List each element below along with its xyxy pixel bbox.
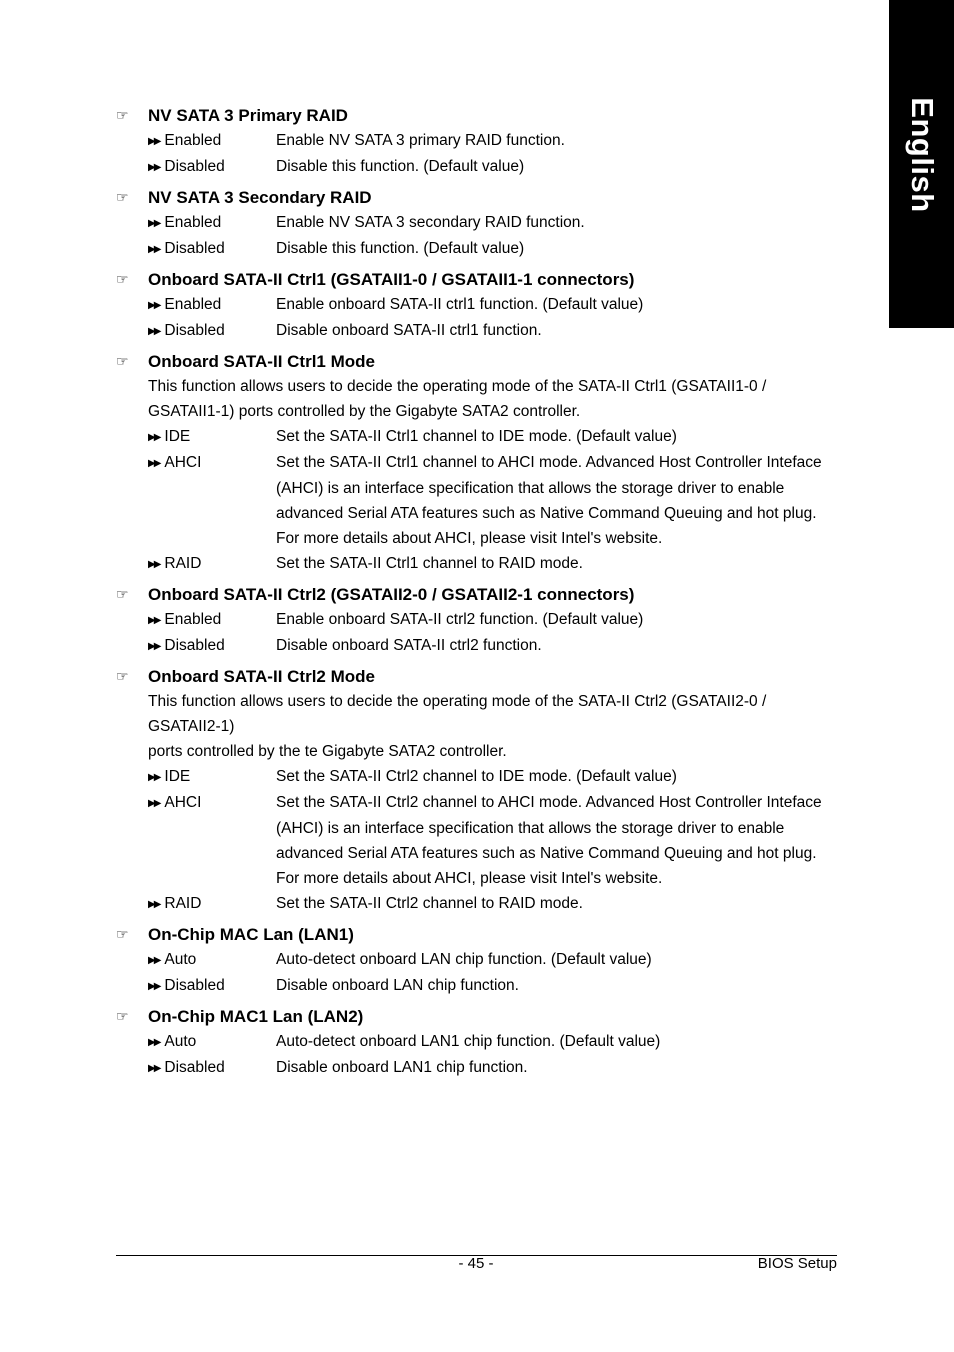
option-description: Auto-detect onboard LAN1 chip function. (Default value) — [276, 1033, 661, 1050]
bios-item — [116, 184, 840, 262]
pointing-hand-icon: ☞ — [116, 668, 129, 684]
double-arrow-icon: ▶▶ — [148, 981, 160, 992]
item-heading — [116, 348, 840, 374]
option-name-cell — [116, 1029, 276, 1055]
option-description: Set the SATA-II Ctrl2 channel to IDE mode. (Default value) — [276, 768, 677, 785]
option-name-cell — [116, 947, 276, 973]
option-name-cell — [116, 526, 276, 551]
option-name-cell — [116, 633, 276, 659]
double-arrow-icon: ▶▶ — [148, 432, 160, 443]
option-row — [116, 128, 840, 154]
option-name-cell — [116, 790, 276, 816]
option-row — [116, 476, 840, 501]
option-name: Disabled — [164, 158, 225, 175]
option-name: RAID — [164, 895, 202, 912]
pointing-hand-icon: ☞ — [116, 189, 129, 205]
bios-item — [116, 348, 840, 577]
option-description: Enable NV SATA 3 primary RAID function. — [276, 132, 565, 149]
item-heading — [116, 266, 840, 292]
item-title: Onboard SATA-II Ctrl2 (GSATAII2-0 / GSATAII2-1 connectors) — [148, 584, 635, 604]
double-arrow-icon: ▶▶ — [148, 641, 160, 652]
option-name-cell — [116, 128, 276, 154]
option-description: Disable this function. (Default value) — [276, 158, 525, 175]
item-description-line: This function allows users to decide the operating mode of the SATA-II Ctrl1 (GSATAII1-0 / — [148, 378, 767, 395]
option-description: (AHCI) is an interface specification that allows the storage driver to enable — [276, 820, 785, 837]
option-name: Disabled — [164, 977, 225, 994]
option-row — [116, 891, 840, 917]
option-row — [116, 790, 840, 816]
option-name-cell — [116, 318, 276, 344]
option-description: Disable onboard LAN chip function. — [276, 977, 519, 994]
option-name-cell — [116, 816, 276, 841]
option-description: Disable onboard SATA-II ctrl1 function. — [276, 322, 542, 339]
option-description: Auto-detect onboard LAN chip function. (Default value) — [276, 951, 652, 968]
option-name: IDE — [164, 428, 191, 445]
double-arrow-icon: ▶▶ — [148, 136, 160, 147]
option-description: For more details about AHCI, please visit Intel's website. — [276, 530, 663, 547]
pointing-hand-icon: ☞ — [116, 271, 129, 287]
option-name: AHCI — [164, 794, 202, 811]
option-name-cell — [116, 450, 276, 476]
bios-item — [116, 1003, 840, 1081]
option-row — [116, 210, 840, 236]
option-description: Enable onboard SATA-II ctrl1 function. (Default value) — [276, 296, 644, 313]
double-arrow-icon: ▶▶ — [148, 955, 160, 966]
option-name-cell — [116, 424, 276, 450]
option-row — [116, 841, 840, 866]
double-arrow-icon: ▶▶ — [148, 559, 160, 570]
option-name: Enabled — [164, 214, 222, 231]
item-title: Onboard SATA-II Ctrl1 Mode — [148, 351, 375, 371]
double-arrow-icon: ▶▶ — [148, 326, 160, 337]
pointing-hand-icon: ☞ — [116, 926, 129, 942]
option-name-cell — [116, 292, 276, 318]
option-name-cell — [116, 1055, 276, 1081]
option-row — [116, 551, 840, 577]
option-name-cell — [116, 476, 276, 501]
option-name-cell — [116, 607, 276, 633]
item-description-line: ports controlled by the te Gigabyte SATA2 controller. — [148, 743, 507, 760]
double-arrow-icon: ▶▶ — [148, 772, 160, 783]
option-description: Set the SATA-II Ctrl1 channel to RAID mode. — [276, 555, 583, 572]
double-arrow-icon: ▶▶ — [148, 798, 160, 809]
option-row — [116, 816, 840, 841]
option-row — [116, 450, 840, 476]
item-heading — [116, 581, 840, 607]
double-arrow-icon: ▶▶ — [148, 244, 160, 255]
option-description: Set the SATA-II Ctrl2 channel to AHCI mode. Advanced Host Controller Inteface — [276, 794, 822, 811]
option-name-cell — [116, 236, 276, 262]
option-row — [116, 154, 840, 180]
option-name-cell — [116, 551, 276, 577]
option-name: Disabled — [164, 1059, 225, 1076]
pointing-hand-icon: ☞ — [116, 107, 129, 123]
option-description: Enable onboard SATA-II ctrl2 function. (Default value) — [276, 611, 644, 628]
option-row — [116, 633, 840, 659]
double-arrow-icon: ▶▶ — [148, 458, 160, 469]
language-tab — [889, 0, 954, 328]
option-row — [116, 318, 840, 344]
option-row — [116, 501, 840, 526]
option-row — [116, 764, 840, 790]
option-row — [116, 607, 840, 633]
item-heading — [116, 921, 840, 947]
item-heading — [116, 663, 840, 689]
option-description: Enable NV SATA 3 secondary RAID function. — [276, 214, 585, 231]
option-name: Disabled — [164, 637, 225, 654]
option-row — [116, 1055, 840, 1081]
option-name: Auto — [164, 1033, 197, 1050]
option-row — [116, 947, 840, 973]
option-description: Set the SATA-II Ctrl2 channel to RAID mode. — [276, 895, 583, 912]
item-heading — [116, 1003, 840, 1029]
double-arrow-icon: ▶▶ — [148, 899, 160, 910]
double-arrow-icon: ▶▶ — [148, 162, 160, 173]
option-name-cell — [116, 501, 276, 526]
option-row — [116, 236, 840, 262]
option-description: For more details about AHCI, please visit Intel's website. — [276, 870, 663, 887]
option-description: Disable this function. (Default value) — [276, 240, 525, 257]
option-name: IDE — [164, 768, 191, 785]
option-row — [116, 292, 840, 318]
item-heading — [116, 184, 840, 210]
option-name-cell — [116, 866, 276, 891]
double-arrow-icon: ▶▶ — [148, 1063, 160, 1074]
option-name: Disabled — [164, 240, 225, 257]
bios-item — [116, 581, 840, 659]
pointing-hand-icon: ☞ — [116, 353, 129, 369]
item-description-line: GSATAII2-1) — [148, 718, 235, 735]
item-description-line: GSATAII1-1) ports controlled by the Gigabyte SATA2 controller. — [148, 403, 581, 420]
double-arrow-icon: ▶▶ — [148, 615, 160, 626]
option-name: Enabled — [164, 611, 222, 628]
option-name-cell — [116, 973, 276, 999]
option-name-cell — [116, 841, 276, 866]
option-name: AHCI — [164, 454, 202, 471]
item-title: Onboard SATA-II Ctrl2 Mode — [148, 666, 375, 686]
bios-settings-content — [116, 98, 840, 1081]
item-description-line: This function allows users to decide the operating mode of the SATA-II Ctrl2 (GSATAII2-0 / — [148, 693, 767, 710]
option-name-cell — [116, 154, 276, 180]
bios-item — [116, 663, 840, 917]
pointing-hand-icon: ☞ — [116, 1008, 129, 1024]
option-name: Auto — [164, 951, 197, 968]
item-title: On-Chip MAC1 Lan (LAN2) — [148, 1006, 364, 1026]
option-description: (AHCI) is an interface specification that allows the storage driver to enable — [276, 480, 785, 497]
option-row — [116, 973, 840, 999]
option-name-cell — [116, 210, 276, 236]
double-arrow-icon: ▶▶ — [148, 300, 160, 311]
double-arrow-icon: ▶▶ — [148, 1037, 160, 1048]
pointing-hand-icon: ☞ — [116, 586, 129, 602]
option-description: Disable onboard SATA-II ctrl2 function. — [276, 637, 542, 654]
option-description: Set the SATA-II Ctrl1 channel to IDE mode. (Default value) — [276, 428, 677, 445]
language-tab-label: English — [904, 97, 940, 213]
option-description: advanced Serial ATA features such as Native Command Queuing and hot plug. — [276, 845, 817, 862]
option-name: RAID — [164, 555, 202, 572]
option-row — [116, 1029, 840, 1055]
option-name-cell — [116, 891, 276, 917]
option-description: Set the SATA-II Ctrl1 channel to AHCI mode. Advanced Host Controller Inteface — [276, 454, 822, 471]
item-title: NV SATA 3 Secondary RAID — [148, 187, 372, 207]
option-name: Enabled — [164, 296, 222, 313]
option-name: Disabled — [164, 322, 225, 339]
item-title: NV SATA 3 Primary RAID — [148, 105, 348, 125]
footer-section-label: BIOS Setup — [757, 1255, 837, 1272]
option-description: Disable onboard LAN1 chip function. — [276, 1059, 528, 1076]
item-title: On-Chip MAC Lan (LAN1) — [148, 924, 354, 944]
double-arrow-icon: ▶▶ — [148, 218, 160, 229]
bios-item — [116, 921, 840, 999]
bios-item — [116, 266, 840, 344]
page-number: - 45 - — [458, 1255, 494, 1272]
item-heading — [116, 102, 840, 128]
option-description: advanced Serial ATA features such as Native Command Queuing and hot plug. — [276, 505, 817, 522]
item-title: Onboard SATA-II Ctrl1 (GSATAII1-0 / GSATAII1-1 connectors) — [148, 269, 635, 289]
option-name: Enabled — [164, 132, 222, 149]
bios-item — [116, 102, 840, 180]
option-row — [116, 424, 840, 450]
option-name-cell — [116, 764, 276, 790]
option-row — [116, 526, 840, 551]
option-row — [116, 866, 840, 891]
